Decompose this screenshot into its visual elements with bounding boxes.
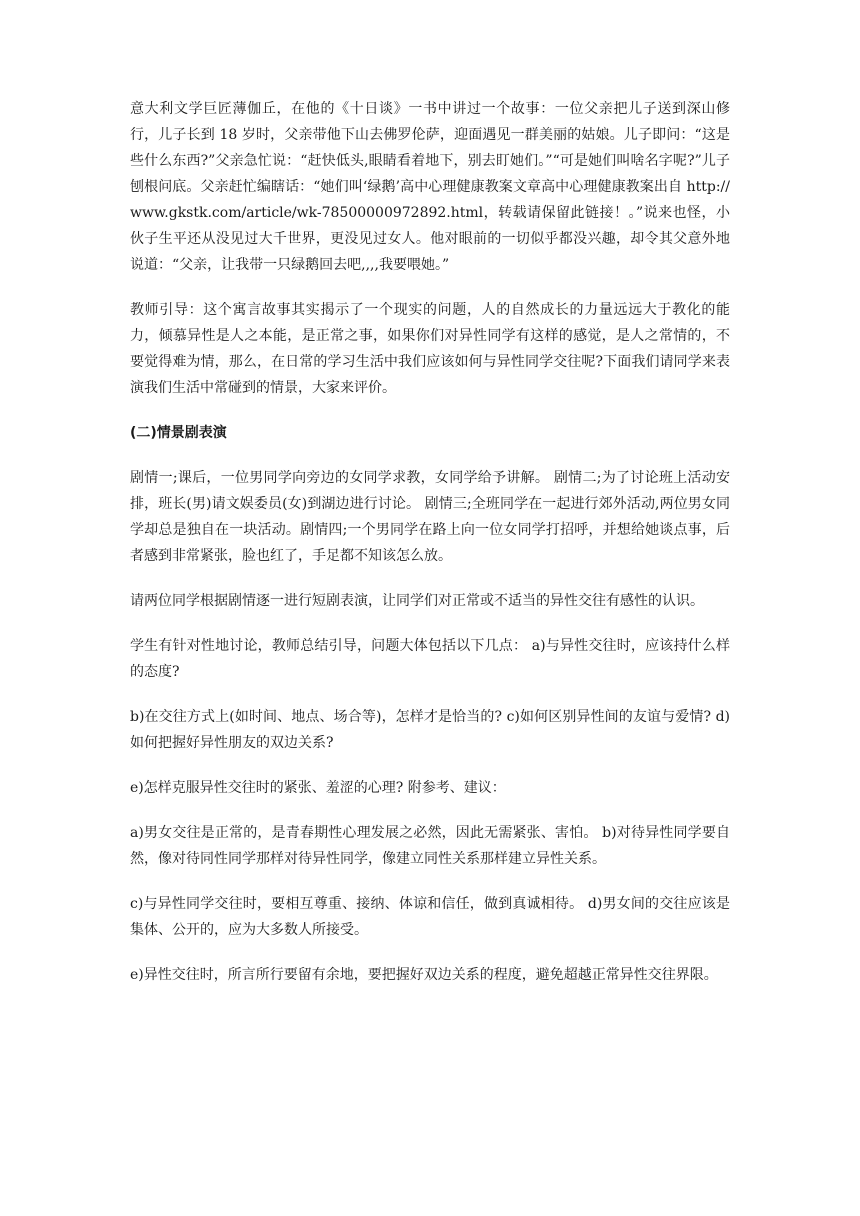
suggestion-e-paragraph: e)异性交往时，所言所行要留有余地，要把握好双边关系的程度，避免超越正常异性交往界限。	[130, 967, 718, 983]
discussion-paragraph: 学生有针对性地讨论，教师总结引导，问题大体包括以下几点： a)与异性交往时，应该持什么样的态度?	[130, 638, 730, 680]
scenario-paragraph: 剧情一;课后，一位男同学向旁边的女同学求教，女同学给予讲解。 剧情二;为了讨论班上活动安排，班长(男)请文娱委员(女)到湖边进行讨论。 剧情三;全班同学在一起进行郊外活动,两位男女同学却总是独自在一块活动。剧情四;一个男同学在路上向一位女同学打招呼，并想给她谈点事，后者感到非常紧张，脸也红了，手足都不知该怎么放。	[130, 470, 730, 564]
suggestion-cd-paragraph: c)与异性同学交往时，要相互尊重、接纳、体谅和信任，做到真诚相待。 d)男女间的交往应该是集体、公开的，应为大多数人所接受。	[130, 896, 730, 938]
questions-paragraph: b)在交往方式上(如时间、地点、场合等)，怎样才是恰当的? c)如何区别异性间的友谊与爱情? d)如何把握好异性朋友的双边关系?	[130, 709, 730, 751]
story-paragraph: 意大利文学巨匠薄伽丘，在他的《十日谈》一书中讲过一个故事：一位父亲把儿子送到深山修行，儿子长到 18 岁时，父亲带他下山去佛罗伦萨，迎面遇见一群美丽的姑娘。儿子即问：“这是些什么东西?”父亲急忙说：“赶快低头,眼睛看着地下，别去盯她们。”“可是她们叫啥名字呢?”儿子刨根问底。父亲赶忙编瞎话：“她们叫‘绿鹅’高中心理健康教案文章高中心理健康教案出自 http://www.gkstk.com/article/wk-78500000972892.html，转载请保留此链接！。”说来也怪，小伙子生平还从没见过大千世界，更没见过女人。他对眼前的一切似乎都没兴趣，却令其父意外地说道：“父亲，让我带一只绿鹅回去吧,,,,我要喂她。”	[130, 101, 730, 273]
teacher-guide-paragraph: 教师引导：这个寓言故事其实揭示了一个现实的问题，人的自然成长的力量远远大于教化的能力，倾慕异性是人之本能，是正常之事，如果你们对异性同学有这样的感觉，是人之常情的，不要觉得难为情，那么，在日常的学习生活中我们应该如何与异性同学交往呢?下面我们请同学来表演我们生活中常碰到的情景，大家来评价。	[130, 302, 730, 396]
suggestion-ab-paragraph: a)男女交往是正常的，是青春期性心理发展之必然，因此无需紧张、害怕。 b)对待异性同学要自然，像对待同性同学那样对待异性同学，像建立同性关系那样建立异性关系。	[130, 825, 730, 867]
suggestions-intro-paragraph: e)怎样克服异性交往时的紧张、羞涩的心理? 附参考、建议：	[130, 780, 506, 796]
performance-paragraph: 请两位同学根据剧情逐一进行短剧表演，让同学们对正常或不适当的异性交往有感性的认识。	[130, 593, 704, 609]
document-page	[130, 96, 730, 1007]
section-heading: (二)情景剧表演	[130, 425, 227, 441]
